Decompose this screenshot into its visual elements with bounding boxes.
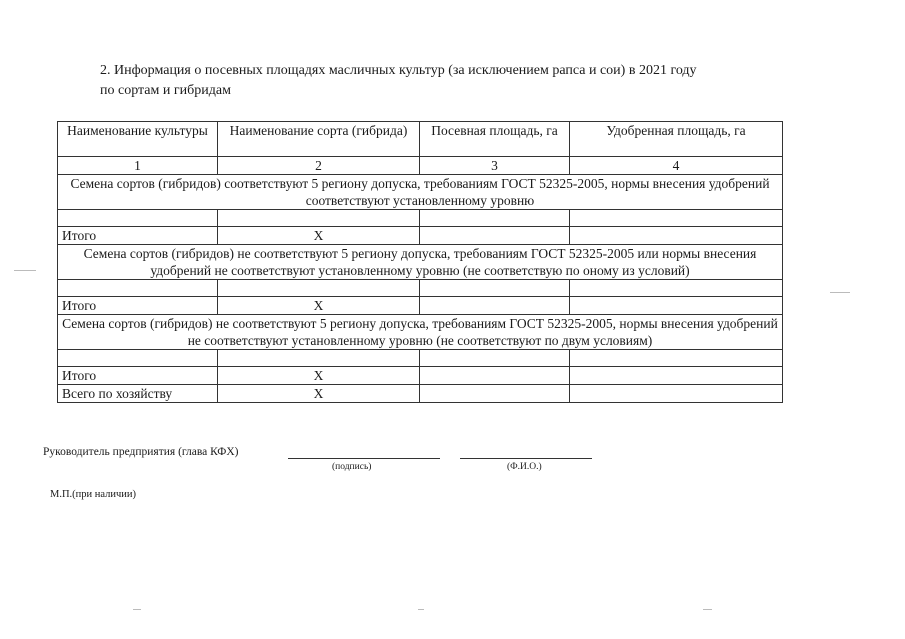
sown-area-cell[interactable]	[420, 350, 570, 367]
grand-total-sown-cell[interactable]	[420, 385, 570, 403]
column-number: 3	[420, 157, 570, 175]
form-heading	[100, 61, 800, 101]
section-row-3	[58, 315, 783, 350]
x-mark: X	[218, 297, 420, 315]
signature-line[interactable]	[288, 458, 440, 459]
signature-label: Руководитель предприятия (глава КФХ)	[43, 446, 239, 458]
header-sown-area: Посевная площадь, га	[420, 122, 570, 157]
stamp-label: М.П.(при наличии)	[50, 489, 137, 500]
entry-row	[58, 210, 783, 227]
section-title: Семена сортов (гибридов) не соответствуют 5 региону допуска, требованиям ГОСТ 52325-2005, нормы внесения удобрений не соответствуют установленному уровню (не соответствуют по двум условиям)	[58, 315, 783, 350]
section-title: Семена сортов (гибридов) соответствуют 5 региону допуска, требованиям ГОСТ 52325-2005, нормы внесения удобрений соответствуют установленному уровню	[58, 175, 783, 210]
sown-area-cell[interactable]	[420, 280, 570, 297]
sown-area-total-cell[interactable]	[420, 297, 570, 315]
column-number-row	[58, 157, 783, 175]
entry-row	[58, 280, 783, 297]
scan-speck	[418, 609, 424, 610]
sown-area-total-cell[interactable]	[420, 227, 570, 245]
name-caption: (Ф.И.О.)	[507, 462, 542, 472]
scan-speck	[703, 609, 712, 610]
scan-speck	[830, 292, 850, 293]
crop-area-table	[57, 121, 783, 403]
sown-area-total-cell[interactable]	[420, 367, 570, 385]
column-number: 1	[58, 157, 218, 175]
signature-caption: (подпись)	[332, 462, 372, 472]
crop-cell[interactable]	[58, 280, 218, 297]
section-row-2	[58, 245, 783, 280]
section-row-1	[58, 175, 783, 210]
crop-cell[interactable]	[58, 210, 218, 227]
total-label: Итого	[58, 367, 218, 385]
variety-cell[interactable]	[218, 280, 420, 297]
total-label: Итого	[58, 297, 218, 315]
sown-area-cell[interactable]	[420, 210, 570, 227]
section-title: Семена сортов (гибридов) не соответствуют 5 региону допуска, требованиям ГОСТ 52325-2005 или нормы внесения удобрений не соответствуют установленному уровню (не соответствую по оному из условий)	[58, 245, 783, 280]
grand-total-row	[58, 385, 783, 403]
header-crop-name: Наименование культуры	[58, 122, 218, 157]
x-mark: X	[218, 367, 420, 385]
fertilized-area-total-cell[interactable]	[570, 297, 783, 315]
total-row	[58, 227, 783, 245]
fertilized-area-total-cell[interactable]	[570, 227, 783, 245]
heading-line-2: по сортам и гибридам	[100, 83, 231, 98]
heading-line-1: 2. Информация о посевных площадях масличных культур (за исключением рапса и сои) в 2021 году	[100, 63, 697, 78]
name-line[interactable]	[460, 458, 592, 459]
header-fertilized-area: Удобренная площадь, га	[570, 122, 783, 157]
grand-total-label: Всего по хозяйству	[58, 385, 218, 403]
scan-speck	[14, 270, 36, 271]
x-mark: X	[218, 227, 420, 245]
column-number: 4	[570, 157, 783, 175]
variety-cell[interactable]	[218, 210, 420, 227]
x-mark: X	[218, 385, 420, 403]
entry-row	[58, 350, 783, 367]
fertilized-area-cell[interactable]	[570, 350, 783, 367]
total-row	[58, 367, 783, 385]
total-label: Итого	[58, 227, 218, 245]
variety-cell[interactable]	[218, 350, 420, 367]
table-header-row	[58, 122, 783, 157]
column-number: 2	[218, 157, 420, 175]
fertilized-area-cell[interactable]	[570, 280, 783, 297]
fertilized-area-cell[interactable]	[570, 210, 783, 227]
crop-cell[interactable]	[58, 350, 218, 367]
fertilized-area-total-cell[interactable]	[570, 367, 783, 385]
header-variety-name: Наименование сорта (гибрида)	[218, 122, 420, 157]
total-row	[58, 297, 783, 315]
scan-speck	[133, 609, 141, 610]
grand-total-fertilized-cell[interactable]	[570, 385, 783, 403]
